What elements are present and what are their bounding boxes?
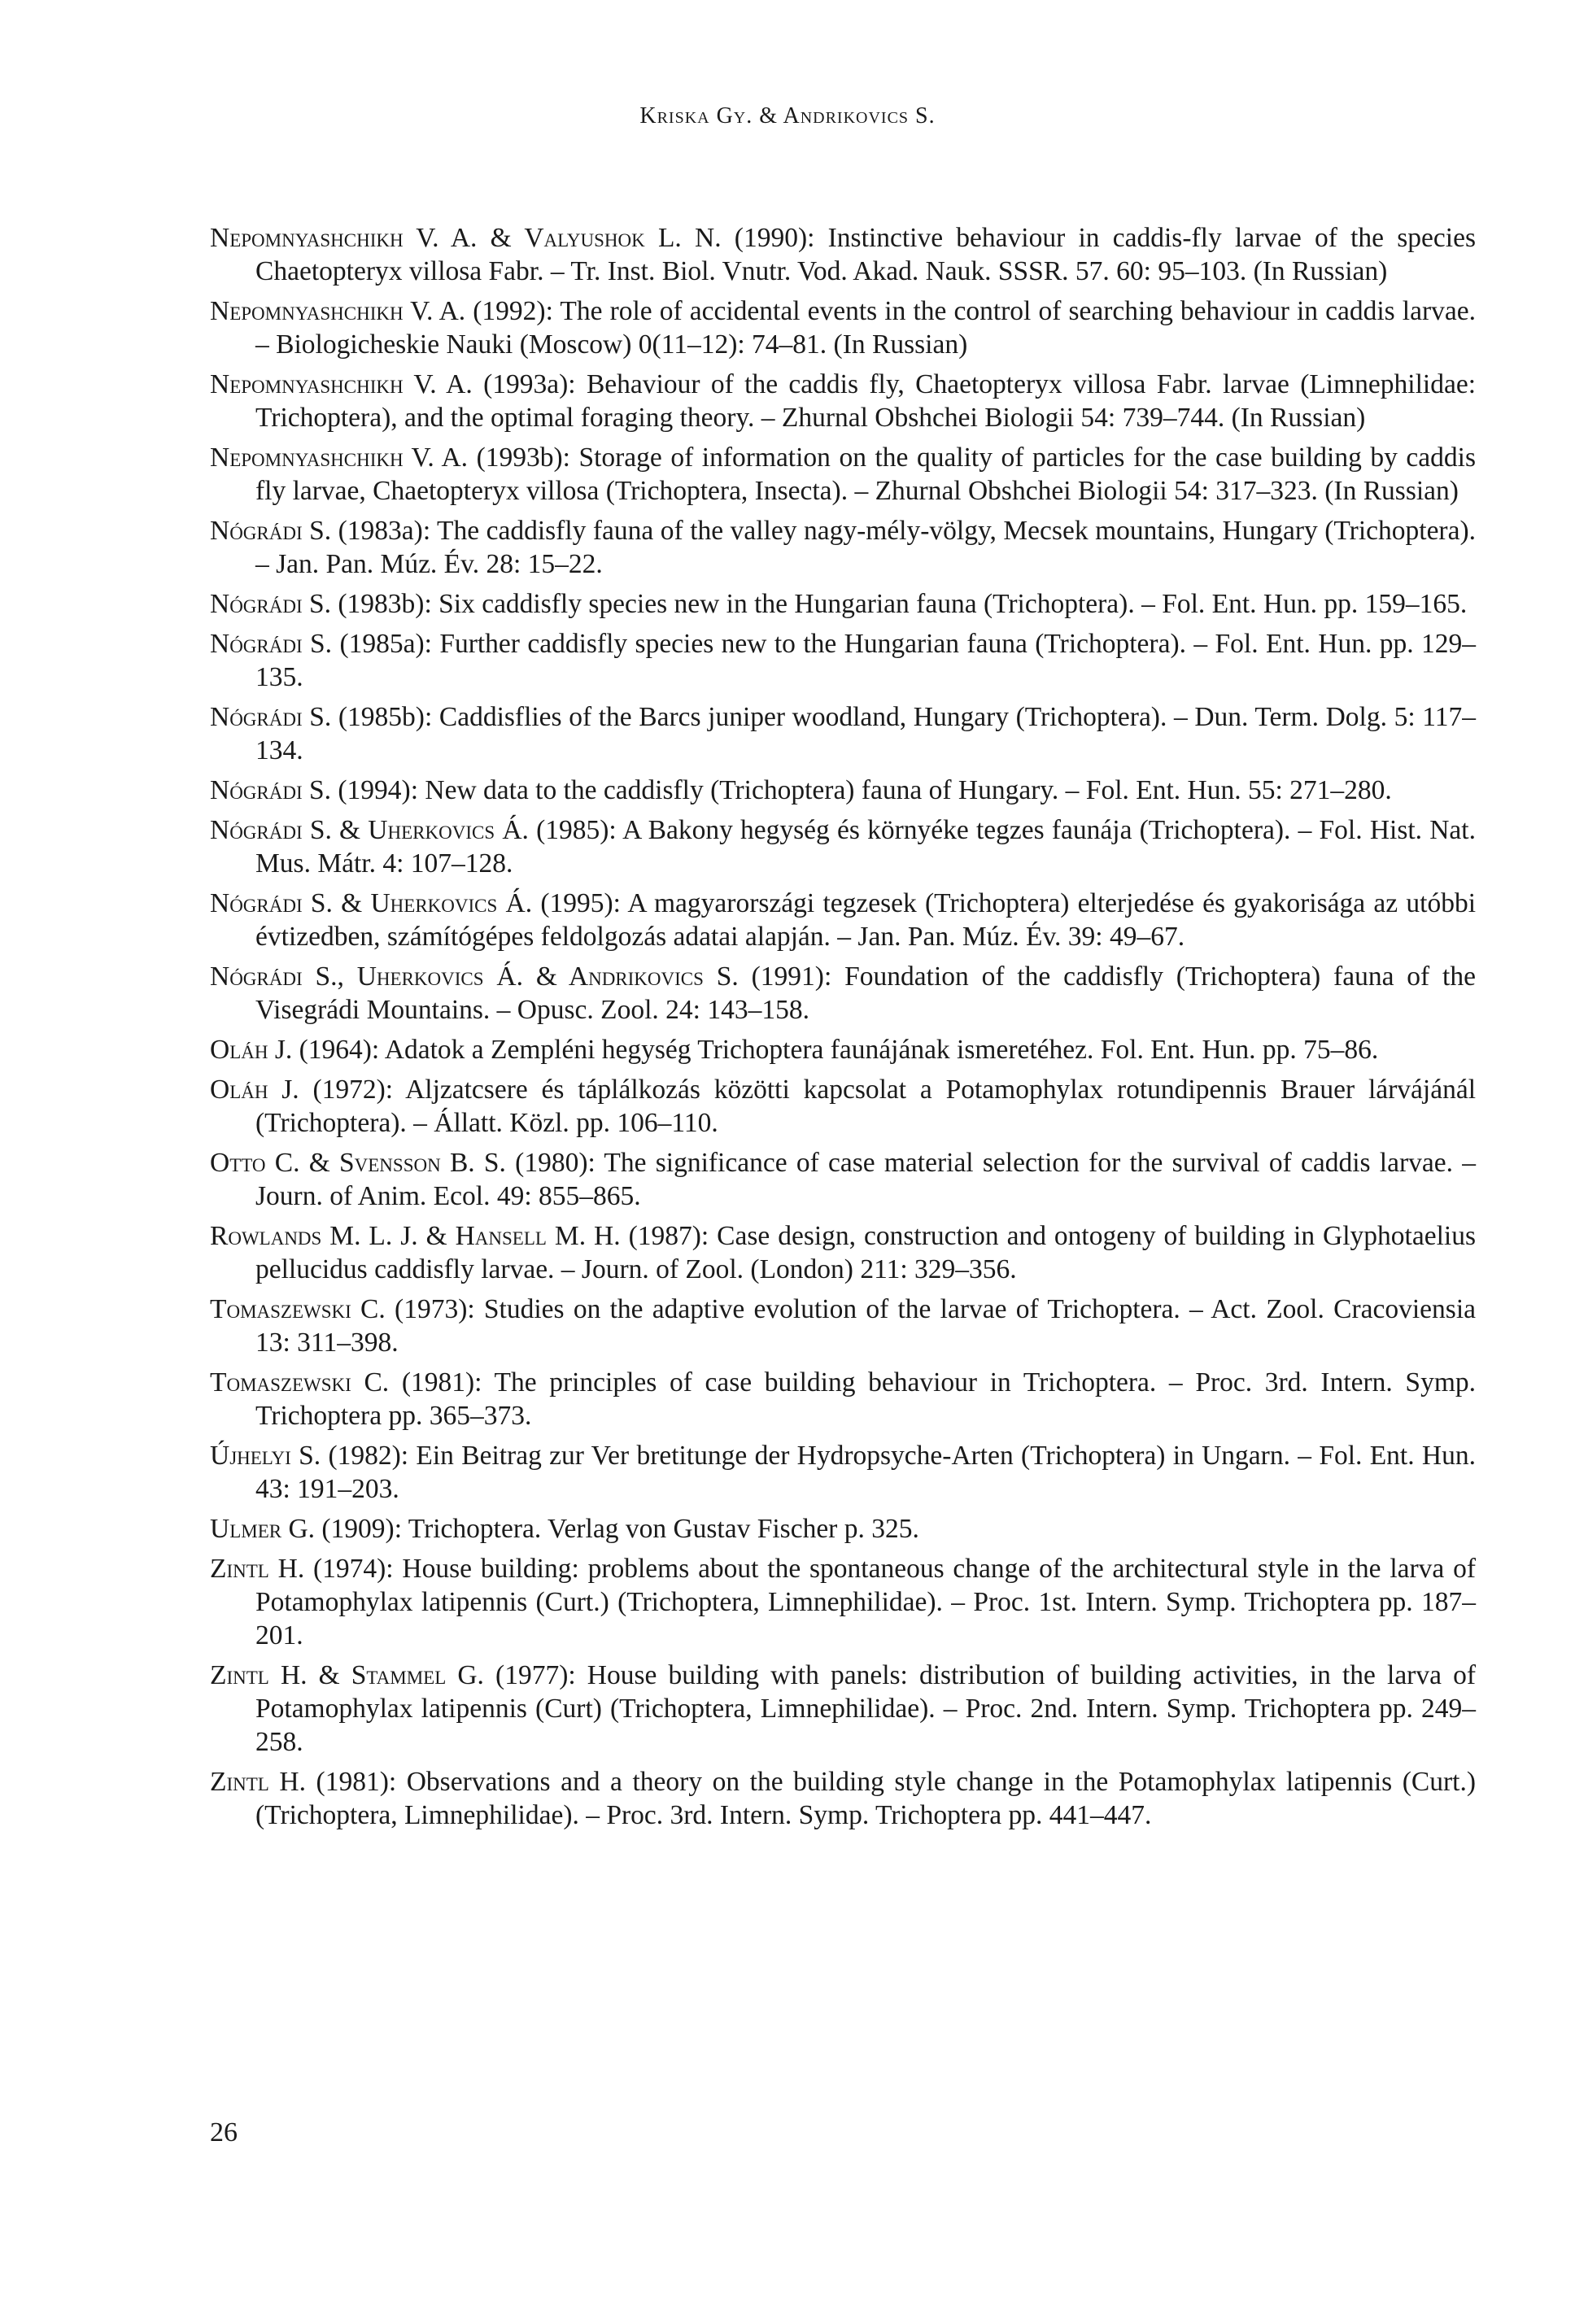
- reference-entry: [210, 1765, 1476, 1832]
- reference-text: (1972): Aljzatcsere és táplálkozás közötti kapcsolat a Potamophylax rotundipennis Brauer lárvájánál (Trichoptera). – Állatt. Közl. pp. 106–110.: [255, 1075, 1476, 1138]
- reference-entry: [210, 813, 1476, 880]
- reference-entry: [210, 700, 1476, 767]
- reference-author: Rowlands M. L. J. & Hansell M. H.: [210, 1221, 621, 1251]
- reference-entry: [210, 1366, 1476, 1432]
- reference-text: (1990): Instinctive behaviour in caddis-fly larvae of the species Chaetopteryx villosa Fabr. – Tr. Inst. Biol. Vnutr. Vod. Akad. Nauk. SSSR. 57. 60: 95–103. (In Russian): [255, 223, 1476, 286]
- reference-author: Nepomnyashchikh V. A.: [210, 369, 473, 399]
- reference-author: Nógrádi S.: [210, 589, 332, 619]
- reference-text: (1909): Trichoptera. Verlag von Gustav Fischer p. 325.: [315, 1514, 919, 1544]
- reference-text: (1992): The role of accidental events in the control of searching behaviour in caddis larvae. – Biologicheskie Nauki (Moscow) 0(11–12): 74–81. (In Russian): [255, 296, 1476, 360]
- reference-author: Újhelyi S.: [210, 1441, 321, 1471]
- reference-entry: [210, 1033, 1476, 1066]
- reference-text: (1985b): Caddisflies of the Barcs juniper woodland, Hungary (Trichoptera). – Dun. Term. Dolg. 5: 117–134.: [255, 702, 1476, 765]
- reference-entry: [210, 1073, 1476, 1140]
- reference-text: (1987): Case design, construction and ontogeny of building in Glyphotaelius pellucidus caddisfly larvae. – Journ. of Zool. (London) 211: 329–356.: [255, 1221, 1477, 1284]
- reference-text: (1974): House building: problems about the spontaneous change of the architectural style in the larva of Potamophylax latipennis (Curt.) (Trichoptera, Limnephilidae). – Proc. 1st. Intern. Symp. Trichoptera pp. 187–201.: [255, 1554, 1476, 1650]
- reference-author: Tomaszewski C.: [210, 1367, 390, 1397]
- reference-author: Nógrádi S. & Uherkovics Á.: [210, 888, 533, 918]
- reference-text: (1977): House building with panels: distribution of building activities, in the larva of Potamophylax latipennis (Curt) (Trichoptera, Limnephilidae). – Proc. 2nd. Intern. Symp. Trichoptera pp. 249–258.: [255, 1660, 1476, 1757]
- reference-entry: [210, 514, 1476, 581]
- reference-author: Nógrádi S.: [210, 629, 333, 659]
- reference-author: Nógrádi S.: [210, 702, 332, 732]
- reference-author: Nepomnyashchikh V. A.: [210, 443, 469, 473]
- reference-author: Nepomnyashchikh V. A. & Valyushok L. N.: [210, 223, 722, 253]
- reference-author: Zintl H.: [210, 1767, 306, 1797]
- reference-author: Ulmer G.: [210, 1514, 316, 1544]
- page-number: 26: [210, 2117, 238, 2147]
- reference-entry: [210, 1146, 1476, 1213]
- reference-author: Nepomnyashchikh V. A.: [210, 296, 466, 326]
- reference-entry: [210, 1439, 1476, 1506]
- reference-author: Oláh J.: [210, 1035, 293, 1065]
- reference-entry: [210, 1219, 1476, 1286]
- reference-text: (1983a): The caddisfly fauna of the valley nagy-mély-völgy, Mecsek mountains, Hungary (Trichoptera). – Jan. Pan. Múz. Év. 28: 15–22.: [255, 516, 1476, 579]
- reference-text: (1985): A Bakony hegység és környéke tegzes faunája (Trichoptera). – Fol. Hist. Nat. Mus. Mátr. 4: 107–128.: [255, 815, 1476, 879]
- reference-entry: [210, 1552, 1476, 1652]
- reference-entry: [210, 1293, 1476, 1359]
- reference-entry: [210, 1659, 1476, 1759]
- reference-entry: [210, 221, 1476, 288]
- reference-entry: [210, 294, 1476, 361]
- reference-text: (1983b): Six caddisfly species new in the Hungarian fauna (Trichoptera). – Fol. Ent. Hun. pp. 159–165.: [331, 589, 1468, 619]
- reference-text: (1995): A magyarországi tegzesek (Trichoptera) elterjedése és gyakorisága az utóbbi évtizedben, számítógépes feldolgozás adatai alapján. – Jan. Pan. Múz. Év. 39: 49–67.: [255, 888, 1477, 952]
- reference-text: (1981): Observations and a theory on the building style change in the Potamophylax latipennis (Curt.) (Trichoptera, Limnephilidae). – Proc. 3rd. Intern. Symp. Trichoptera pp. 441–447.: [255, 1767, 1476, 1830]
- reference-text: (1993a): Behaviour of the caddis fly, Chaetopteryx villosa Fabr. larvae (Limnephilidae: Trichoptera), and the optimal foraging theory. – Zhurnal Obshchei Biologii 54: 739–744. (In Russian): [255, 369, 1477, 433]
- reference-text: (1981): The principles of case building behaviour in Trichoptera. – Proc. 3rd. Intern. Symp. Trichoptera pp. 365–373.: [255, 1367, 1476, 1431]
- reference-author: Nógrádi S.: [210, 775, 332, 805]
- reference-entry: [210, 887, 1476, 953]
- reference-list: [210, 221, 1476, 1838]
- reference-entry: [210, 587, 1476, 621]
- reference-text: (1994): New data to the caddisfly (Trichoptera) fauna of Hungary. – Fol. Ent. Hun. 55: 271–280.: [331, 775, 1392, 805]
- reference-text: (1985a): Further caddisfly species new to the Hungarian fauna (Trichoptera). – Fol. Ent. Hun. pp. 129–135.: [255, 629, 1476, 692]
- reference-author: Oláh J.: [210, 1075, 299, 1105]
- reference-entry: [210, 441, 1476, 508]
- reference-text: (1980): The significance of case material selection for the survival of caddis larvae. – Journ. of Anim. Ecol. 49: 855–865.: [255, 1148, 1476, 1211]
- reference-text: (1964): Adatok a Zempléni hegység Trichoptera faunájának ismeretéhez. Fol. Ent. Hun. pp. 75–86.: [292, 1035, 1379, 1065]
- reference-author: Nógrádi S., Uherkovics Á. & Andrikovics S.: [210, 961, 739, 992]
- reference-entry: [210, 1512, 1476, 1546]
- reference-text: (1993b): Storage of information on the quality of particles for the case building by caddis fly larvae, Chaetopteryx villosa (Trichoptera, Insecta). – Zhurnal Obshchei Biologii 54: 317–323. (In Russian): [255, 443, 1476, 506]
- reference-entry: [210, 368, 1476, 434]
- reference-entry: [210, 627, 1476, 694]
- reference-entry: [210, 960, 1476, 1027]
- reference-author: Tomaszewski C.: [210, 1294, 386, 1324]
- reference-author: Nógrádi S. & Uherkovics Á.: [210, 815, 529, 845]
- reference-author: Zintl H. & Stammel G.: [210, 1660, 484, 1690]
- reference-text: (1982): Ein Beitrag zur Ver bretitunge der Hydropsyche-Arten (Trichoptera) in Ungarn. – Fol. Ent. Hun. 43: 191–203.: [255, 1441, 1476, 1504]
- reference-entry: [210, 774, 1476, 807]
- reference-author: Otto C. & Svensson B. S.: [210, 1148, 506, 1178]
- reference-author: Nógrádi S.: [210, 516, 332, 546]
- running-head: Kriska Gy. & Andrikovics S.: [639, 103, 936, 129]
- reference-author: Zintl H.: [210, 1554, 305, 1584]
- reference-text: (1973): Studies on the adaptive evolution of the larvae of Trichoptera. – Act. Zool. Cracoviensia 13: 311–398.: [255, 1294, 1476, 1358]
- reference-text: (1991): Foundation of the caddisfly (Trichoptera) fauna of the Visegrádi Mountains. – Opusc. Zool. 24: 143–158.: [255, 961, 1476, 1025]
